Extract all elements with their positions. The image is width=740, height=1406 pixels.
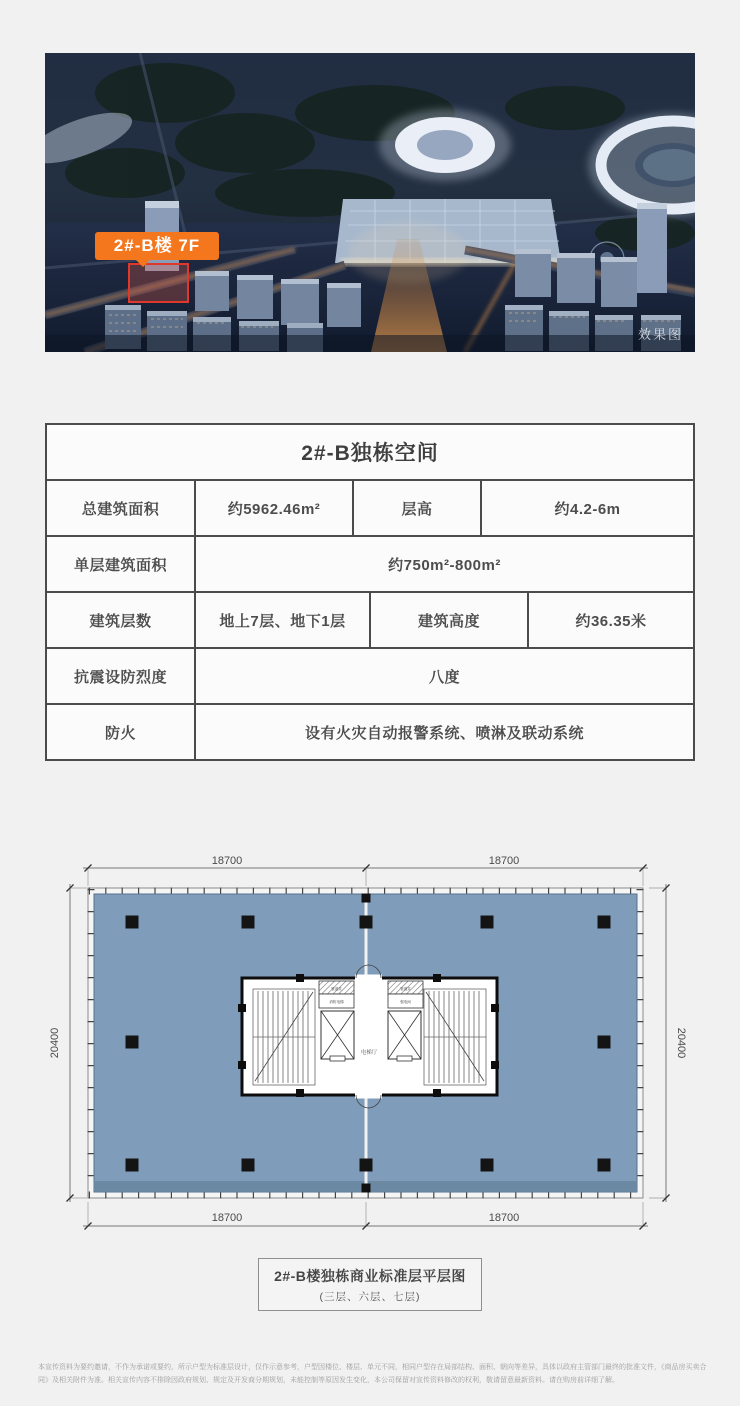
table-cell-label: 建筑高度 — [369, 593, 527, 647]
table-cell-value: 地上7层、地下1层 — [194, 593, 369, 647]
dim-label-bottom-right: 18700 — [488, 1212, 520, 1224]
table-row — [47, 647, 693, 703]
elevator-right — [388, 1011, 421, 1061]
service-room-left — [319, 981, 354, 1008]
table-cell-value: 约5962.46m² — [194, 481, 352, 535]
table-cell-label: 单层建筑面积 — [73, 556, 167, 574]
dim-label-top-right: 18700 — [488, 855, 520, 867]
dim-label-left: 20400 — [49, 1027, 61, 1059]
table-cell-label: 总建筑面积 — [81, 500, 160, 518]
shaft-label: 管道井 — [331, 987, 342, 991]
crown-arena — [379, 109, 511, 181]
caption-subtitle: (三层、六层、七层) — [319, 1291, 421, 1303]
table-row — [47, 535, 693, 591]
table-row — [47, 703, 693, 759]
floor-plan-svg — [0, 840, 740, 1260]
table-cell-value: 约750m²-800m² — [194, 537, 693, 591]
caption-box — [258, 1258, 482, 1311]
stair-left — [253, 989, 315, 1085]
table-cell-value: 约4.2-6m — [480, 481, 693, 535]
lobby-label: 电梯厅 — [360, 1050, 378, 1056]
core — [238, 965, 499, 1108]
street-glow — [348, 223, 468, 283]
table-cell-label: 抗震设防烈度 — [73, 668, 167, 686]
table-cell-label: 防火 — [104, 724, 136, 742]
table-cell-label: 建筑层数 — [89, 612, 152, 630]
table-cell-label: 层高 — [352, 481, 480, 535]
elevator-left — [321, 1011, 354, 1061]
foreground-shadow — [45, 335, 695, 352]
dimension-left — [49, 884, 87, 1202]
spec-table — [45, 423, 695, 761]
building-label-tag: 2#-B楼 7F — [95, 232, 219, 260]
dimension-right — [649, 884, 687, 1202]
dim-label-bottom-left: 18700 — [211, 1212, 243, 1224]
service-room-right — [388, 981, 423, 1008]
caption-title: 2#-B楼独栋商业标准层平层图 — [274, 1268, 466, 1284]
dimension-bottom — [83, 1202, 648, 1230]
table-row — [47, 591, 693, 647]
shaft-label: 强电间 — [400, 1000, 411, 1004]
stair-right — [424, 989, 486, 1085]
table-cell-value: 设有火灾自动报警系统、喷淋及联动系统 — [194, 705, 693, 759]
hero-rendering-image — [45, 53, 695, 352]
shaft-label: 消防电梯 — [329, 1000, 344, 1004]
table-row — [47, 479, 693, 535]
dimension-top — [83, 855, 648, 886]
spec-table-title: 2#-B独栋空间 — [301, 442, 439, 465]
disclaimer-line-2: 同》及相关附件为准。相关宣传内容不排除因政府规划、规定及开发商分期规划，未能控制等原因发生变化，本公司保留对宣传资料修改的权利，敬请留意最新资料。请在购房前详细了解。 — [38, 1377, 619, 1384]
dim-label-top-left: 18700 — [211, 855, 243, 867]
dim-label-right: 20400 — [675, 1027, 687, 1059]
table-cell-value: 约36.35米 — [527, 593, 693, 647]
table-cell-value: 八度 — [194, 649, 693, 703]
disclaimer — [38, 1361, 718, 1387]
building-highlight-box — [128, 263, 189, 303]
hero-scene-svg — [45, 53, 695, 352]
disclaimer-line-1: 本宣传资料为要约邀请，不作为承诺或要约，所示户型为标准层设计，仅作示意参考，户型因楼位、楼层、单元不同，相同户型存在局部结构、面积、朝向等差异，具体以政府主管部门最终的批准文件，《商品房买卖合 — [38, 1364, 707, 1371]
rendering-watermark: 效果图 — [637, 327, 683, 342]
shaft-label: 管道井 — [400, 987, 411, 991]
